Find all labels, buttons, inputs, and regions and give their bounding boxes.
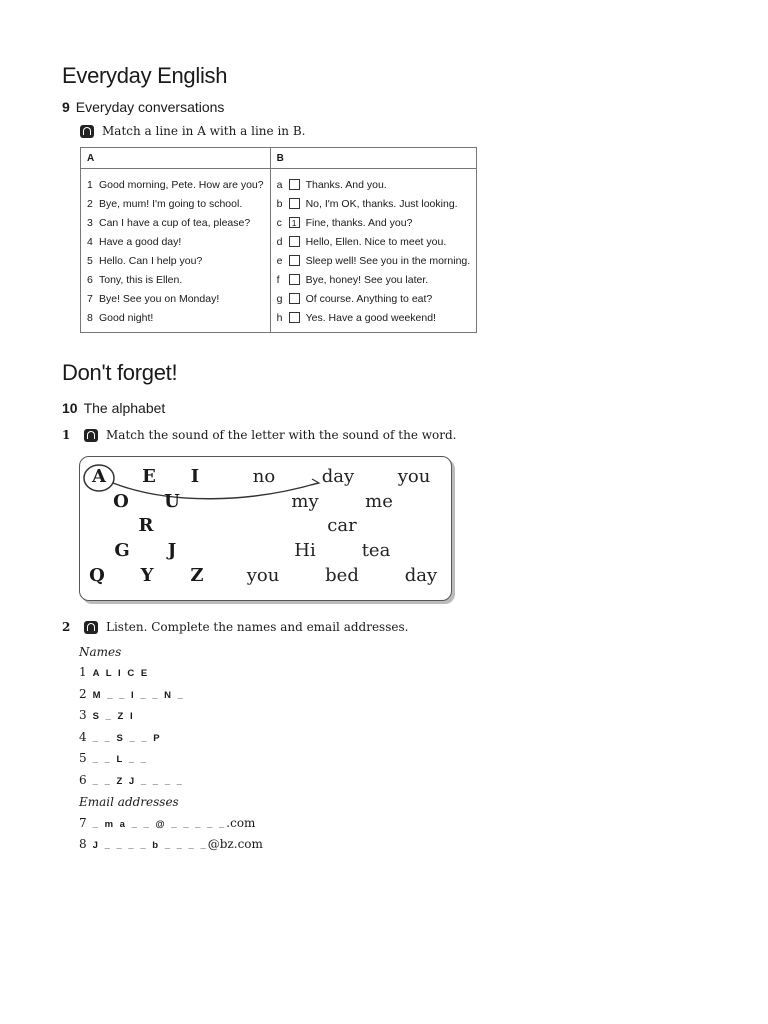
column-a-header: A	[81, 148, 271, 169]
question-number: 2	[62, 620, 71, 634]
line-b-text: Bye, honey! See you later.	[305, 273, 429, 286]
line-number: 3	[87, 216, 93, 229]
word-hi: Hi	[294, 540, 316, 561]
line-letter: f	[276, 273, 280, 286]
line-number: 2	[87, 197, 93, 210]
word-day: day	[321, 466, 355, 487]
line-number: 1	[87, 178, 93, 191]
email-suffix: .com	[226, 816, 256, 830]
line-a	[81, 270, 271, 289]
section-title: Everyday English	[62, 63, 228, 88]
matching-table	[80, 147, 477, 333]
name-answer[interactable]: _ _ Z J _ _ _ _	[92, 775, 184, 787]
exercise-title: Everyday conversations	[75, 99, 225, 115]
line-letter: a	[276, 178, 283, 191]
audio-icon[interactable]	[80, 125, 94, 138]
item-number: 7	[79, 816, 87, 830]
letter-a: A	[92, 466, 106, 487]
line-a-text: Good night!	[99, 311, 154, 324]
name-answer[interactable]: A L I C E	[92, 668, 150, 679]
name-answer[interactable]: M _ _ I _ _ N _	[92, 689, 185, 701]
name-answer[interactable]: S _ Z I	[92, 711, 135, 722]
line-number: 8	[87, 311, 93, 324]
item-number: 4	[79, 729, 87, 744]
name-item	[79, 730, 162, 744]
answer-checkbox[interactable]	[289, 198, 300, 209]
instruction-text: Match the sound of the letter with the sound of the word.	[106, 428, 457, 442]
answer-checkbox[interactable]: 1	[289, 217, 300, 228]
item-number: 2	[79, 686, 87, 701]
line-b-text: Hello, Ellen. Nice to meet you.	[305, 235, 447, 248]
exercise-number: 9	[62, 99, 70, 115]
email-item	[79, 837, 263, 851]
word-you: you	[246, 565, 280, 586]
instruction	[80, 124, 305, 138]
word-me: me	[365, 491, 393, 512]
answer-checkbox[interactable]	[289, 179, 300, 190]
word-no: no	[252, 466, 276, 487]
line-a	[81, 194, 271, 213]
name-item	[79, 665, 149, 679]
letter-r: R	[138, 515, 154, 536]
question-2-instruction	[62, 620, 408, 634]
name-answer[interactable]: _ _ S _ _ P	[92, 732, 162, 744]
table-row	[81, 270, 477, 289]
line-letter: g	[276, 292, 283, 305]
table-row	[81, 213, 477, 232]
word-day: day	[404, 565, 438, 586]
line-letter: b	[276, 197, 283, 210]
section-title: Don't forget!	[62, 360, 178, 385]
line-b-text: Fine, thanks. And you?	[305, 216, 413, 229]
name-answer[interactable]: _ _ L _ _	[92, 754, 148, 765]
table-row	[81, 194, 477, 213]
answer-checkbox[interactable]	[289, 255, 300, 266]
line-b-text: Thanks. And you.	[305, 178, 387, 191]
audio-icon[interactable]	[84, 621, 98, 634]
word-car: car	[327, 515, 357, 536]
table-row	[81, 308, 477, 333]
line-number: 7	[87, 292, 93, 305]
line-a	[81, 308, 271, 333]
line-b	[270, 308, 477, 333]
word-tea: tea	[361, 540, 391, 561]
item-number: 5	[79, 751, 87, 765]
table-row	[81, 251, 477, 270]
answer-checkbox[interactable]	[289, 293, 300, 304]
instruction-text: Listen. Complete the names and email addresses.	[106, 620, 409, 634]
email-answer[interactable]: J _ _ _ _ b _ _ _ _	[92, 840, 208, 851]
instruction-text: Match a line in A with a line in B.	[102, 124, 306, 138]
letter-z: Z	[190, 565, 204, 586]
line-b	[270, 194, 477, 213]
letter-g: G	[114, 540, 130, 561]
column-b-header: B	[270, 148, 477, 169]
line-b	[270, 169, 477, 195]
email-suffix: @bz.com	[207, 837, 263, 851]
line-a	[81, 289, 271, 308]
line-letter: c	[276, 216, 282, 229]
line-a-text: Tony, this is Ellen.	[99, 273, 183, 286]
line-letter: h	[276, 311, 283, 324]
line-b-text: Sleep well! See you in the morning.	[305, 254, 471, 267]
email-item	[79, 816, 255, 830]
letter-j: J	[167, 540, 177, 561]
line-number: 6	[87, 273, 93, 286]
table-row	[81, 232, 477, 251]
exercise-heading	[62, 99, 224, 115]
item-number: 8	[79, 837, 87, 851]
answer-checkbox[interactable]	[289, 236, 300, 247]
letter-o: O	[113, 491, 129, 512]
line-number: 4	[87, 235, 93, 248]
line-a	[81, 251, 271, 270]
letter-i: I	[190, 466, 200, 487]
line-a-text: Bye, mum! I'm going to school.	[99, 197, 243, 210]
name-item	[79, 773, 184, 787]
line-b	[270, 289, 477, 308]
name-item	[79, 687, 185, 701]
answer-checkbox[interactable]	[289, 312, 300, 323]
answer-checkbox[interactable]	[289, 274, 300, 285]
word-my: my	[291, 491, 319, 512]
line-a	[81, 213, 271, 232]
name-item	[79, 708, 135, 722]
line-a	[81, 169, 271, 195]
word-bed: bed	[325, 565, 359, 586]
line-a-text: Hello. Can I help you?	[99, 254, 203, 267]
email-heading: Email addresses	[79, 795, 179, 809]
alphabet-box	[79, 456, 452, 601]
letter-e: E	[142, 466, 156, 487]
line-letter: d	[276, 235, 283, 248]
table-row	[81, 169, 477, 195]
line-b	[270, 270, 477, 289]
letter-q: Q	[89, 565, 105, 586]
line-a	[81, 232, 271, 251]
word-you: you	[397, 466, 431, 487]
audio-icon[interactable]	[84, 429, 98, 442]
item-number: 1	[79, 665, 87, 679]
line-a-text: Have a good day!	[99, 235, 182, 248]
exercise-number: 10	[62, 400, 78, 416]
question-number: 1	[62, 428, 71, 442]
exercise-title: The alphabet	[83, 400, 166, 416]
email-answer[interactable]: _ m a _ _ @ _ _ _ _ _	[92, 819, 227, 830]
name-item	[79, 751, 148, 765]
item-number: 3	[79, 708, 87, 722]
question-1-instruction	[62, 428, 456, 442]
line-b-text: Yes. Have a good weekend!	[305, 311, 436, 324]
names-heading: Names	[79, 645, 122, 659]
table-row	[81, 289, 477, 308]
line-b-text: Of course. Anything to eat?	[305, 292, 433, 305]
line-a-text: Bye! See you on Monday!	[99, 292, 220, 305]
letter-u: U	[164, 491, 180, 512]
item-number: 6	[79, 772, 87, 787]
line-letter: e	[276, 254, 283, 267]
exercise-heading	[62, 400, 165, 416]
line-number: 5	[87, 254, 93, 267]
line-b	[270, 213, 477, 232]
line-b-text: No, I'm OK, thanks. Just looking.	[305, 197, 458, 210]
letter-y: Y	[140, 565, 154, 586]
line-b	[270, 251, 477, 270]
line-a-text: Good morning, Pete. How are you?	[99, 178, 264, 191]
line-b	[270, 232, 477, 251]
line-a-text: Can I have a cup of tea, please?	[99, 216, 251, 229]
